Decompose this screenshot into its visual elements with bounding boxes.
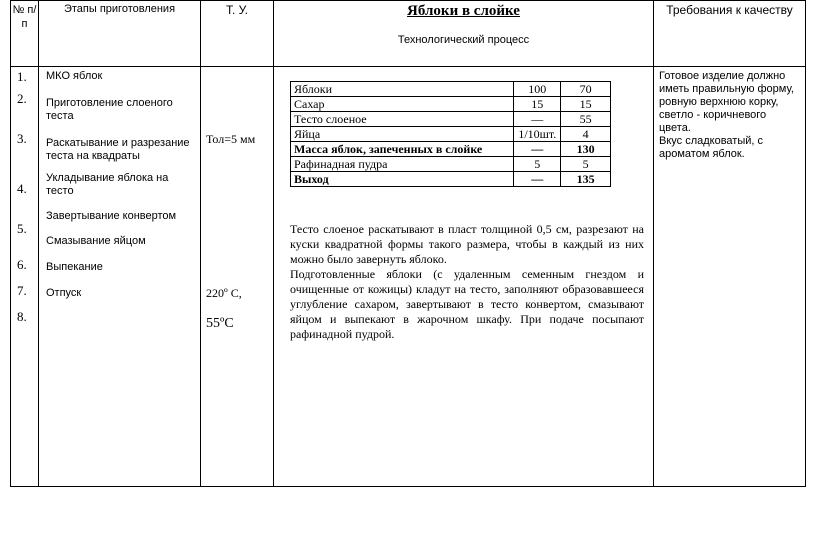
stage-item: Приготовление слоеного теста [46, 97, 173, 122]
ingredient-row [291, 157, 611, 172]
ingredient-gross: 5 [514, 157, 561, 172]
step-number: 5. [17, 221, 27, 236]
ingredient-row [291, 82, 611, 97]
ingredient-row [291, 112, 611, 127]
stage-item: МКО яблок [46, 70, 103, 82]
step-number: 3. [17, 131, 27, 146]
step-number: 8. [17, 309, 27, 324]
stage-item: Раскатывание и разрезание теста на квадраты [46, 137, 190, 162]
ingredients-table [290, 81, 611, 187]
recipe-title: Яблоки в слойке [407, 3, 520, 19]
ingredient-gross: 100 [514, 82, 561, 97]
tech-card-table [10, 0, 806, 487]
bake-temperature: 220º С, [206, 286, 242, 300]
numbers-cell [11, 67, 39, 487]
ingredient-net: 70 [561, 82, 611, 97]
ingredient-net: 130 [561, 142, 611, 157]
ingredient-name: Тесто слоеное [291, 112, 514, 127]
ingredient-gross: — [514, 142, 561, 157]
ingredient-gross: 15 [514, 97, 561, 112]
serve-temperature: 55ºС [206, 316, 234, 331]
ingredient-row [291, 127, 611, 142]
process-paragraph: Тесто слоеное раскатывают в пласт толщиной 0,5 см, разрезают на куски квадратной формы такого размера, чтобы в каждый из них можно было завернуть яблоко. [290, 222, 644, 266]
ingredient-net: 5 [561, 157, 611, 172]
stage-item: Укладывание яблока на тесто [46, 172, 169, 197]
ingredient-row [291, 172, 611, 187]
ingredient-row [291, 142, 611, 157]
header-title-cell [274, 1, 654, 67]
thickness-value: Тол=5 мм [206, 132, 256, 146]
header-stages: Этапы приготовления [39, 1, 201, 67]
stage-item: Завертывание конвертом [46, 210, 177, 222]
step-number: 1. [17, 69, 27, 84]
stage-item: Отпуск [46, 287, 82, 299]
header-number: № п/п [11, 1, 39, 67]
recipe-subtitle: Технологический процесс [397, 34, 530, 46]
process-description [290, 222, 644, 342]
stages-cell [39, 67, 201, 487]
ingredient-net: 15 [561, 97, 611, 112]
quality-cell [654, 67, 806, 487]
ingredient-name: Масса яблок, запеченных в слойке [291, 142, 514, 157]
header-tu: Т. У. [201, 1, 274, 67]
ingredient-gross: 1/10шт. [514, 127, 561, 142]
conditions-cell [201, 67, 274, 487]
process-paragraph: Подготовленные яблоки (с удаленным семенным гнездом и очищенные от кожицы) кладут на тесто, заполняют образовавшееся углубление сахаром, завертывают в тесто конвертом, смазывают яйцом и выпекают в жарочном шкафу. При подаче посыпают рафинадной пудрой. [290, 267, 644, 341]
ingredient-gross: — [514, 172, 561, 187]
ingredient-name: Яйца [291, 127, 514, 142]
ingredient-row [291, 97, 611, 112]
ingredient-net: 55 [561, 112, 611, 127]
step-number: 2. [17, 91, 27, 106]
ingredient-name: Рафинадная пудра [291, 157, 514, 172]
quality-text: Готовое изделие должно иметь правильную форму, ровную верхнюю корку, светло - коричневого цвета. Вкус сладковатый, с ароматом яблок. [659, 70, 794, 160]
ingredient-net: 135 [561, 172, 611, 187]
ingredient-gross: — [514, 112, 561, 127]
ingredient-name: Сахар [291, 97, 514, 112]
step-number: 6. [17, 257, 27, 272]
process-cell [274, 67, 654, 487]
step-number: 4. [17, 181, 27, 196]
header-quality: Требования к качеству [654, 1, 806, 67]
stage-item: Смазывание яйцом [46, 235, 146, 247]
ingredient-net: 4 [561, 127, 611, 142]
stage-item: Выпекание [46, 261, 103, 273]
step-number: 7. [17, 283, 27, 298]
ingredient-name: Яблоки [291, 82, 514, 97]
ingredient-name: Выход [291, 172, 514, 187]
